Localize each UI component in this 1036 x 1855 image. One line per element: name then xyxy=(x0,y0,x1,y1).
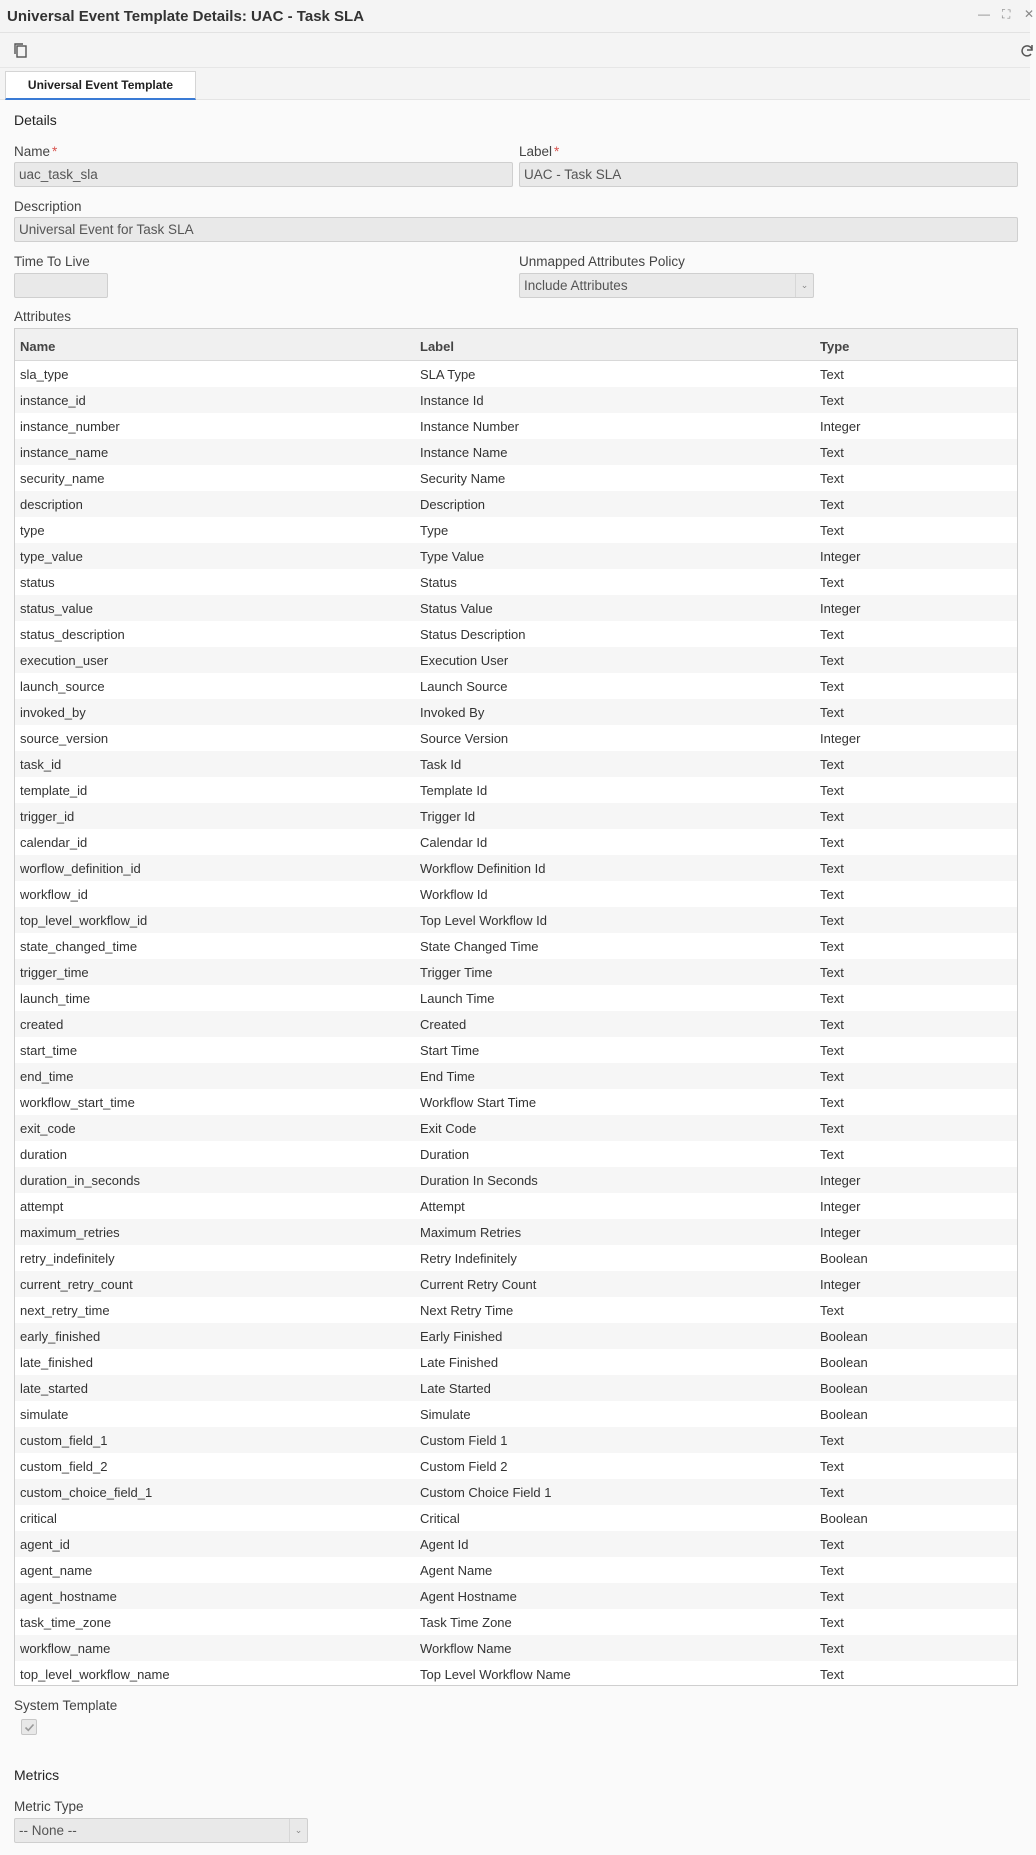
name-field[interactable]: uac_task_sla xyxy=(14,162,513,187)
cell-label: Workflow Name xyxy=(420,1641,512,1656)
cell-type: Text xyxy=(820,991,844,1006)
cell-label: Instance Number xyxy=(420,419,519,434)
cell-name: start_time xyxy=(20,1043,78,1058)
cell-name: launch_time xyxy=(20,991,91,1006)
cell-label: Start Time xyxy=(420,1043,480,1058)
cell-name: security_name xyxy=(20,471,105,486)
tab-universal-event-template[interactable]: Universal Event Template xyxy=(5,71,196,100)
cell-name: agent_name xyxy=(20,1563,93,1578)
cell-name: worflow_definition_id xyxy=(20,861,141,876)
cell-label: Exit Code xyxy=(420,1121,477,1136)
cell-name: late_started xyxy=(20,1381,88,1396)
cell-label: Description xyxy=(420,497,486,512)
cell-name: agent_hostname xyxy=(20,1589,117,1604)
table-row[interactable] xyxy=(15,1089,1017,1115)
cell-type: Text xyxy=(820,1095,844,1110)
table-row[interactable] xyxy=(15,439,1017,465)
table-row[interactable] xyxy=(15,933,1017,959)
cell-type: Text xyxy=(820,1589,844,1604)
cell-name: type_value xyxy=(20,549,83,564)
cell-label: Early Finished xyxy=(420,1329,503,1344)
cell-name: task_time_zone xyxy=(20,1615,112,1630)
table-row[interactable] xyxy=(15,1427,1017,1453)
name-label: Name * xyxy=(14,144,58,159)
table-row[interactable] xyxy=(15,1583,1017,1609)
metrics-section-title: Metrics xyxy=(14,1767,60,1783)
cell-type: Boolean xyxy=(820,1511,868,1526)
cell-type: Text xyxy=(820,627,844,642)
unmapped-policy-value: Include Attributes xyxy=(524,278,628,293)
table-row[interactable] xyxy=(15,1141,1017,1167)
cell-name: end_time xyxy=(20,1069,74,1084)
cell-name: retry_indefinitely xyxy=(20,1251,115,1266)
cell-name: created xyxy=(20,1017,64,1032)
cell-label: Launch Source xyxy=(420,679,508,694)
cell-label: Custom Choice Field 1 xyxy=(420,1485,552,1500)
attributes-grid xyxy=(14,328,1018,1686)
cell-label: Next Retry Time xyxy=(420,1303,514,1318)
table-row[interactable] xyxy=(15,1661,1017,1687)
cell-label: Custom Field 2 xyxy=(420,1459,508,1474)
cell-label: Status xyxy=(420,575,457,590)
cell-name: task_id xyxy=(20,757,62,772)
table-row[interactable] xyxy=(15,1219,1017,1245)
table-row[interactable] xyxy=(15,1531,1017,1557)
table-row[interactable] xyxy=(15,1297,1017,1323)
chevron-down-icon[interactable]: ⌄ xyxy=(795,274,813,297)
cell-type: Text xyxy=(820,497,844,512)
cell-label: Top Level Workflow Id xyxy=(420,913,547,928)
table-row[interactable] xyxy=(15,1193,1017,1219)
table-row[interactable] xyxy=(15,1609,1017,1635)
cell-type: Text xyxy=(820,367,844,382)
attributes-grid-header xyxy=(15,329,1017,361)
cell-label: End Time xyxy=(420,1069,475,1084)
cell-type: Text xyxy=(820,1563,844,1578)
tab-bar xyxy=(0,68,1030,100)
cell-name: status_description xyxy=(20,627,125,642)
cell-label: Agent Name xyxy=(420,1563,493,1578)
table-row[interactable] xyxy=(15,543,1017,569)
table-row[interactable] xyxy=(15,1037,1017,1063)
label-field[interactable]: UAC - Task SLA xyxy=(519,162,1018,187)
cell-label: Agent Id xyxy=(420,1537,469,1552)
cell-type: Text xyxy=(820,1433,844,1448)
cell-type: Text xyxy=(820,1641,844,1656)
cell-name: instance_number xyxy=(20,419,120,434)
cell-name: workflow_name xyxy=(20,1641,111,1656)
cell-name: current_retry_count xyxy=(20,1277,133,1292)
cell-type: Text xyxy=(820,471,844,486)
cell-label: Type Value xyxy=(420,549,485,564)
table-row[interactable] xyxy=(15,1271,1017,1297)
table-row[interactable] xyxy=(15,1245,1017,1271)
cell-label: Workflow Definition Id xyxy=(420,861,546,876)
cell-name: sla_type xyxy=(20,367,69,382)
cell-type: Text xyxy=(820,757,844,772)
cell-type: Integer xyxy=(820,731,861,746)
system-template-checkbox[interactable] xyxy=(21,1719,37,1735)
cell-label: Instance Id xyxy=(420,393,484,408)
window-titlebar xyxy=(0,0,1035,33)
cell-label: Custom Field 1 xyxy=(420,1433,508,1448)
cell-type: Text xyxy=(820,1043,844,1058)
cell-name: late_finished xyxy=(20,1355,93,1370)
cell-name: instance_name xyxy=(20,445,109,460)
table-row[interactable] xyxy=(15,465,1017,491)
column-header-label[interactable]: Label xyxy=(420,339,454,354)
cell-name: early_finished xyxy=(20,1329,101,1344)
cell-label: Execution User xyxy=(420,653,509,668)
attributes-label: Attributes xyxy=(14,309,72,324)
cell-label: Task Id xyxy=(420,757,462,772)
cell-label: Trigger Id xyxy=(420,809,476,824)
cell-type: Boolean xyxy=(820,1355,868,1370)
cell-type: Text xyxy=(820,1147,844,1162)
cell-name: template_id xyxy=(20,783,88,798)
cell-label: Workflow Id xyxy=(420,887,488,902)
table-row[interactable] xyxy=(15,699,1017,725)
table-row[interactable] xyxy=(15,1349,1017,1375)
cell-type: Integer xyxy=(820,1277,861,1292)
cell-name: type xyxy=(20,523,45,538)
checkmark-icon xyxy=(24,1722,35,1733)
cell-type: Text xyxy=(820,1537,844,1552)
cell-label: Critical xyxy=(420,1511,460,1526)
cell-type: Text xyxy=(820,887,844,902)
metric-type-value: -- None -- xyxy=(19,1823,77,1838)
cell-name: next_retry_time xyxy=(20,1303,110,1318)
cell-label: State Changed Time xyxy=(420,939,539,954)
table-row[interactable] xyxy=(15,647,1017,673)
cell-label: Template Id xyxy=(420,783,488,798)
cell-type: Text xyxy=(820,1121,844,1136)
cell-name: maximum_retries xyxy=(20,1225,120,1240)
cell-name: workflow_start_time xyxy=(20,1095,135,1110)
table-row[interactable] xyxy=(15,1453,1017,1479)
cell-label: Status Value xyxy=(420,601,493,616)
unmapped-policy-select[interactable] xyxy=(519,273,814,298)
cell-label: Created xyxy=(420,1017,467,1032)
description-field[interactable]: Universal Event for Task SLA xyxy=(14,217,1018,242)
column-header-name[interactable]: Name xyxy=(20,339,56,354)
toolbar xyxy=(0,33,1030,68)
cell-type: Text xyxy=(820,1667,844,1682)
cell-name: status xyxy=(20,575,55,590)
cell-label: Simulate xyxy=(420,1407,471,1422)
cell-label: Duration In Seconds xyxy=(420,1173,538,1188)
label-label: Label * xyxy=(519,144,560,159)
cell-type: Text xyxy=(820,939,844,954)
cell-type: Integer xyxy=(820,1173,861,1188)
minimize-icon[interactable]: — xyxy=(978,7,990,21)
table-row[interactable] xyxy=(15,1063,1017,1089)
chevron-down-icon[interactable]: ⌄ xyxy=(289,1819,307,1842)
cell-type: Text xyxy=(820,653,844,668)
description-label: Description xyxy=(14,199,82,214)
table-row[interactable] xyxy=(15,1401,1017,1427)
cell-type: Text xyxy=(820,705,844,720)
cell-name: status_value xyxy=(20,601,93,616)
cell-label: SLA Type xyxy=(420,367,476,382)
maximize-icon[interactable]: ⛶ xyxy=(1002,7,1011,21)
cell-type: Text xyxy=(820,835,844,850)
cell-label: Late Started xyxy=(420,1381,491,1396)
cell-type: Integer xyxy=(820,601,861,616)
cell-name: exit_code xyxy=(20,1121,76,1136)
table-row[interactable] xyxy=(15,413,1017,439)
ttl-label: Time To Live xyxy=(14,254,90,269)
cell-name: execution_user xyxy=(20,653,109,668)
cell-type: Integer xyxy=(820,419,861,434)
cell-type: Boolean xyxy=(820,1407,868,1422)
cell-type: Text xyxy=(820,1459,844,1474)
table-row[interactable] xyxy=(15,725,1017,751)
cell-label: Calendar Id xyxy=(420,835,488,850)
cell-type: Integer xyxy=(820,1225,861,1240)
system-template-label: System Template xyxy=(14,1698,118,1713)
table-row[interactable] xyxy=(15,1479,1017,1505)
cell-type: Text xyxy=(820,913,844,928)
cell-label: Retry Indefinitely xyxy=(420,1251,517,1266)
table-row[interactable] xyxy=(15,595,1017,621)
cell-name: launch_source xyxy=(20,679,105,694)
table-row[interactable] xyxy=(15,1375,1017,1401)
cell-name: trigger_id xyxy=(20,809,75,824)
cell-name: custom_choice_field_1 xyxy=(20,1485,153,1500)
refresh-icon[interactable] xyxy=(1018,42,1036,60)
table-row[interactable] xyxy=(15,907,1017,933)
cell-label: Instance Name xyxy=(420,445,508,460)
cell-name: custom_field_1 xyxy=(20,1433,108,1448)
cell-type: Integer xyxy=(820,549,861,564)
cell-type: Integer xyxy=(820,1199,861,1214)
cell-type: Text xyxy=(820,575,844,590)
cell-name: custom_field_2 xyxy=(20,1459,108,1474)
cell-label: Invoked By xyxy=(420,705,485,720)
copy-icon[interactable] xyxy=(12,42,30,60)
cell-label: Launch Time xyxy=(420,991,495,1006)
table-row[interactable] xyxy=(15,881,1017,907)
cell-type: Text xyxy=(820,1069,844,1084)
cell-name: trigger_time xyxy=(20,965,89,980)
cell-name: top_level_workflow_name xyxy=(20,1667,170,1682)
table-row[interactable] xyxy=(15,361,1017,387)
cell-name: state_changed_time xyxy=(20,939,138,954)
cell-name: instance_id xyxy=(20,393,86,408)
cell-label: Status Description xyxy=(420,627,526,642)
table-row[interactable] xyxy=(15,803,1017,829)
table-row[interactable] xyxy=(15,855,1017,881)
cell-label: Late Finished xyxy=(420,1355,499,1370)
close-icon[interactable]: ✕ xyxy=(1024,7,1035,21)
table-row[interactable] xyxy=(15,569,1017,595)
cell-label: Duration xyxy=(420,1147,470,1162)
cell-type: Text xyxy=(820,965,844,980)
cell-label: Security Name xyxy=(420,471,506,486)
cell-label: Maximum Retries xyxy=(420,1225,522,1240)
table-row[interactable] xyxy=(15,751,1017,777)
cell-name: critical xyxy=(20,1511,57,1526)
cell-type: Text xyxy=(820,393,844,408)
details-section-title: Details xyxy=(14,112,57,128)
cell-type: Text xyxy=(820,523,844,538)
table-row[interactable] xyxy=(15,491,1017,517)
cell-name: invoked_by xyxy=(20,705,86,720)
cell-name: attempt xyxy=(20,1199,64,1214)
table-row[interactable] xyxy=(15,621,1017,647)
table-row[interactable] xyxy=(15,1557,1017,1583)
table-row[interactable] xyxy=(15,673,1017,699)
cell-name: description xyxy=(20,497,83,512)
cell-type: Boolean xyxy=(820,1251,868,1266)
cell-label: Workflow Start Time xyxy=(420,1095,537,1110)
cell-type: Text xyxy=(820,809,844,824)
table-row[interactable] xyxy=(15,829,1017,855)
cell-type: Text xyxy=(820,1485,844,1500)
table-row[interactable] xyxy=(15,959,1017,985)
table-row[interactable] xyxy=(15,1323,1017,1349)
cell-name: source_version xyxy=(20,731,109,746)
table-row[interactable] xyxy=(15,1011,1017,1037)
cell-name: duration_in_seconds xyxy=(20,1173,140,1188)
cell-label: Top Level Workflow Name xyxy=(420,1667,571,1682)
cell-label: Agent Hostname xyxy=(420,1589,517,1604)
cell-label: Task Time Zone xyxy=(420,1615,512,1630)
cell-type: Text xyxy=(820,783,844,798)
cell-name: workflow_id xyxy=(20,887,88,902)
cell-type: Text xyxy=(820,1017,844,1032)
cell-name: calendar_id xyxy=(20,835,88,850)
unmapped-policy-label: Unmapped Attributes Policy xyxy=(519,254,685,269)
metric-type-label: Metric Type xyxy=(14,1799,84,1814)
table-row[interactable] xyxy=(15,777,1017,803)
cell-label: Type xyxy=(420,523,449,538)
cell-type: Boolean xyxy=(820,1329,868,1344)
cell-name: agent_id xyxy=(20,1537,70,1552)
cell-name: simulate xyxy=(20,1407,69,1422)
cell-name: duration xyxy=(20,1147,67,1162)
cell-type: Text xyxy=(820,445,844,460)
cell-name: top_level_workflow_id xyxy=(20,913,148,928)
table-row[interactable] xyxy=(15,387,1017,413)
cell-type: Text xyxy=(820,1615,844,1630)
cell-label: Source Version xyxy=(420,731,509,746)
cell-label: Current Retry Count xyxy=(420,1277,537,1292)
attributes-rows xyxy=(15,361,1017,1687)
table-row[interactable] xyxy=(15,1167,1017,1193)
table-row[interactable] xyxy=(15,1635,1017,1661)
table-row[interactable] xyxy=(15,1115,1017,1141)
table-row[interactable] xyxy=(15,985,1017,1011)
cell-type: Text xyxy=(820,1303,844,1318)
cell-type: Text xyxy=(820,679,844,694)
cell-type: Boolean xyxy=(820,1381,868,1396)
column-header-type[interactable]: Type xyxy=(820,339,850,354)
cell-label: Attempt xyxy=(420,1199,465,1214)
ttl-field[interactable] xyxy=(14,273,108,298)
table-row[interactable] xyxy=(15,517,1017,543)
window-title: Universal Event Template Details: UAC - Task SLA xyxy=(7,7,365,25)
cell-type: Text xyxy=(820,861,844,876)
metric-type-select[interactable] xyxy=(14,1818,308,1843)
cell-label: Trigger Time xyxy=(420,965,493,980)
table-row[interactable] xyxy=(15,1505,1017,1531)
